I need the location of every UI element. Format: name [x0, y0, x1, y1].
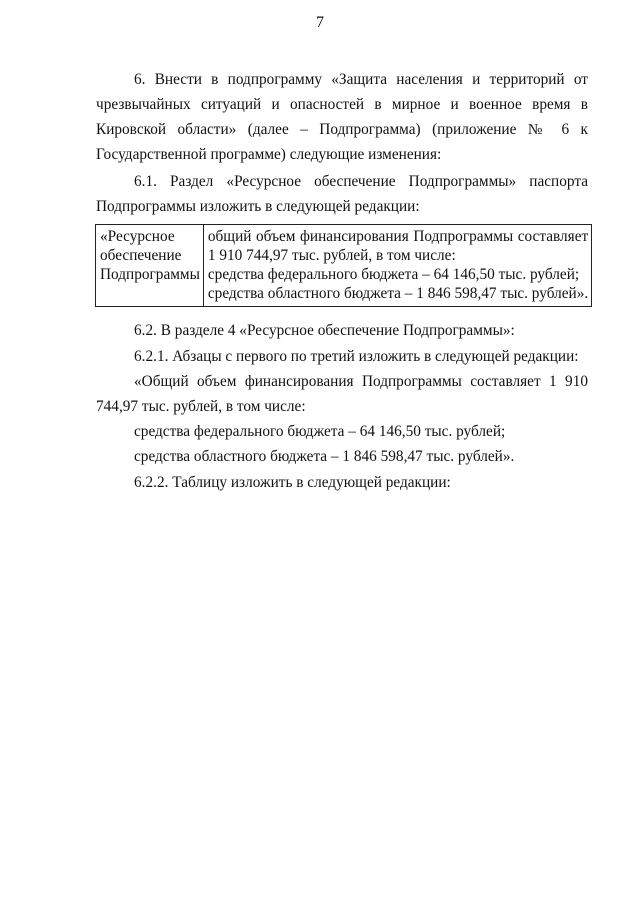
- resource-provision-table: [95, 224, 592, 307]
- label-line-3: Подпрограммы: [100, 266, 200, 283]
- page-number: 7: [316, 14, 324, 31]
- table-row: [96, 225, 592, 307]
- paragraph-6: 6. Внести в подпрограмму «Защита населения и территорий от чрезвычайных ситуаций и опасностей в мирное и военное время в Кировской области» (далее – Подпрограмма) (приложение № 6 к Государственной программе) следующие изменения:: [96, 71, 588, 163]
- paragraph-6-2-1: 6.2.1. Абзацы с первого по третий изложить в следующей редакции:: [134, 348, 579, 365]
- quote-paragraph-1: «Общий объем финансирования Подпрограммы составляет 1 910 744,97 тыс. рублей, в том числе:: [96, 373, 588, 415]
- paragraph-6-1: 6.1. Раздел «Ресурсное обеспечение Подпрограммы» паспорта Подпрограммы изложить в следующей редакции:: [96, 173, 588, 215]
- label-line-1: «Ресурсное: [100, 228, 175, 245]
- label-line-2: обеспечение: [100, 247, 182, 264]
- value-line-4: средства областного бюджета – 1 846 598,47 тыс. рублей».: [207, 285, 589, 302]
- quote-paragraph-3: средства областного бюджета – 1 846 598,47 тыс. рублей».: [134, 448, 515, 465]
- table-label-cell: [96, 225, 204, 307]
- paragraph-6-2-2: 6.2.2. Таблицу изложить в следующей редакции:: [134, 474, 451, 491]
- paragraph-6-2: 6.2. В разделе 4 «Ресурсное обеспечение Подпрограммы»:: [134, 322, 515, 339]
- value-line-3: средства федерального бюджета – 64 146,50 тыс. рублей;: [207, 266, 580, 283]
- table-value-cell: [203, 225, 591, 307]
- value-line-2: 1 910 744,97 тыс. рублей, в том числе:: [207, 247, 456, 264]
- quote-paragraph-2: средства федерального бюджета – 64 146,50 тыс. рублей;: [134, 423, 506, 440]
- value-line-1: общий объем финансирования Подпрограммы составляет: [207, 228, 589, 245]
